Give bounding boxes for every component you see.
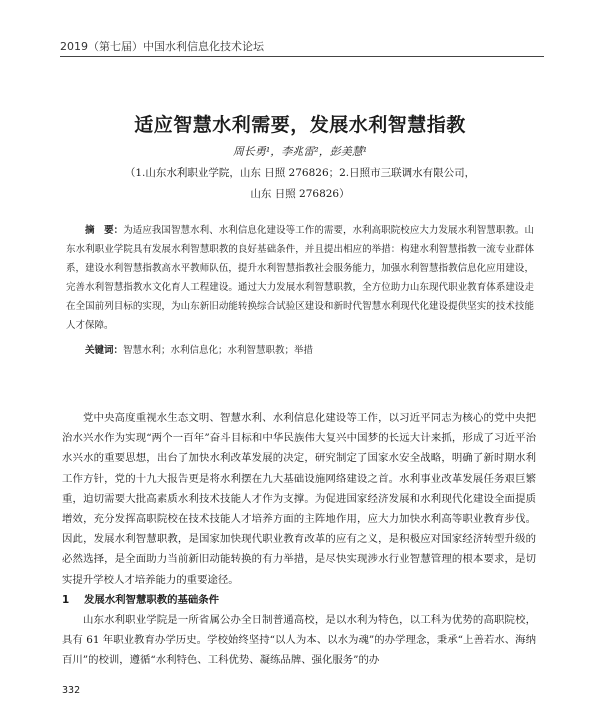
header-rule — [60, 56, 544, 57]
keywords-text: 智慧水利；水利信息化；水利智慧职教；举措 — [123, 345, 314, 356]
keywords — [85, 342, 534, 356]
section-title: 发展水利智慧职教的基础条件 — [84, 593, 220, 606]
author-list: 周长勇¹，李兆雷²，彭美慧¹ — [232, 145, 368, 158]
abstract-label: 摘 要： — [85, 225, 124, 236]
main-body — [62, 408, 536, 671]
body-paragraph-1: 党中央高度重视水生态文明、智慧水利、水利信息化建设等工作，以习近平同志为核心的党中央把治水兴水作为实现“两个一百年”奋斗目标和中华民族伟大复兴中国梦的长远大计来抓，形成了习近平治水兴水的重要思想，出台了加快水利改革发展的决定，研究制定了国家水安全战略，明确了新时期水利工作方针，党的十九大报告更是将水利摆在九大基础设施网络建设之首。水利事业改革发展任务艰巨繁重，迫切需要大批高素质水利技术技能人才作为支撑。为促进国家经济发展和水利现代化建设全面提质增效，充分发挥高职院校在技术技能人才培养方面的主阵地作用，应大力加快水利高等职业教育步伐。因此，发展水利智慧职教，是国家加快现代职业教育改革的应有之义，是积极应对国家经济转型升级的必然选择，是全面助力当前新旧动能转换的有力举措，是尽快实现涉水行业智慧管理的根本要求，是切实提升学校人才培养能力的重要途径。 — [62, 412, 536, 586]
page-number: 332 — [62, 685, 81, 696]
abstract-text: 为适应我国智慧水利、水利信息化建设等工作的需要，水利高职院校应大力发展水利智慧职教。山东水利职业学院具有发展水利智慧职教的良好基础条件，并且提出相应的举措：构建水利智慧指教一流专业群体系，建设水利智慧指教高水平教师队伍，提升水利智慧指教社会服务能力，加强水利智慧指教信息化应用建设，完善水利智慧指教水文化育人工程建设。通过大力发展水利智慧职教，全方位助力山东现代职业教育体系建设走在全国前列目标的实现，为山东新旧动能转换综合试验区建设和新时代智慧水利现代化建设提供坚实的技术技能人才保障。 — [66, 225, 534, 331]
abstract — [66, 221, 534, 335]
paper-title: 适应智慧水利需要，发展水利智慧指教 — [134, 114, 466, 136]
section-heading-1 — [62, 590, 536, 610]
keywords-label: 关键词： — [85, 345, 124, 356]
affiliations — [80, 163, 520, 205]
running-header: 2019（第七届）中国水利信息化技术论坛 — [60, 40, 264, 53]
affiliation-line-2: 山东 日照 276826） — [250, 188, 350, 200]
section-number: 1 — [62, 593, 70, 606]
body-paragraph-2: 山东水利职业学院是一所省属公办全日制普通高校，是以水利为特色，以工科为优势的高职院校，具有 61 年职业教育办学历史。学校始终坚持“以人为本、以水为魂”的办学理念，秉承“上善若水、海纳百川”的校训，遵循“水利特色、工科优势、凝练品牌、强化服务”的办 — [62, 614, 536, 667]
affiliation-line-1: （1.山东水利职业学院，山东 日照 276826；2.日照市三联调水有限公司， — [124, 167, 476, 179]
